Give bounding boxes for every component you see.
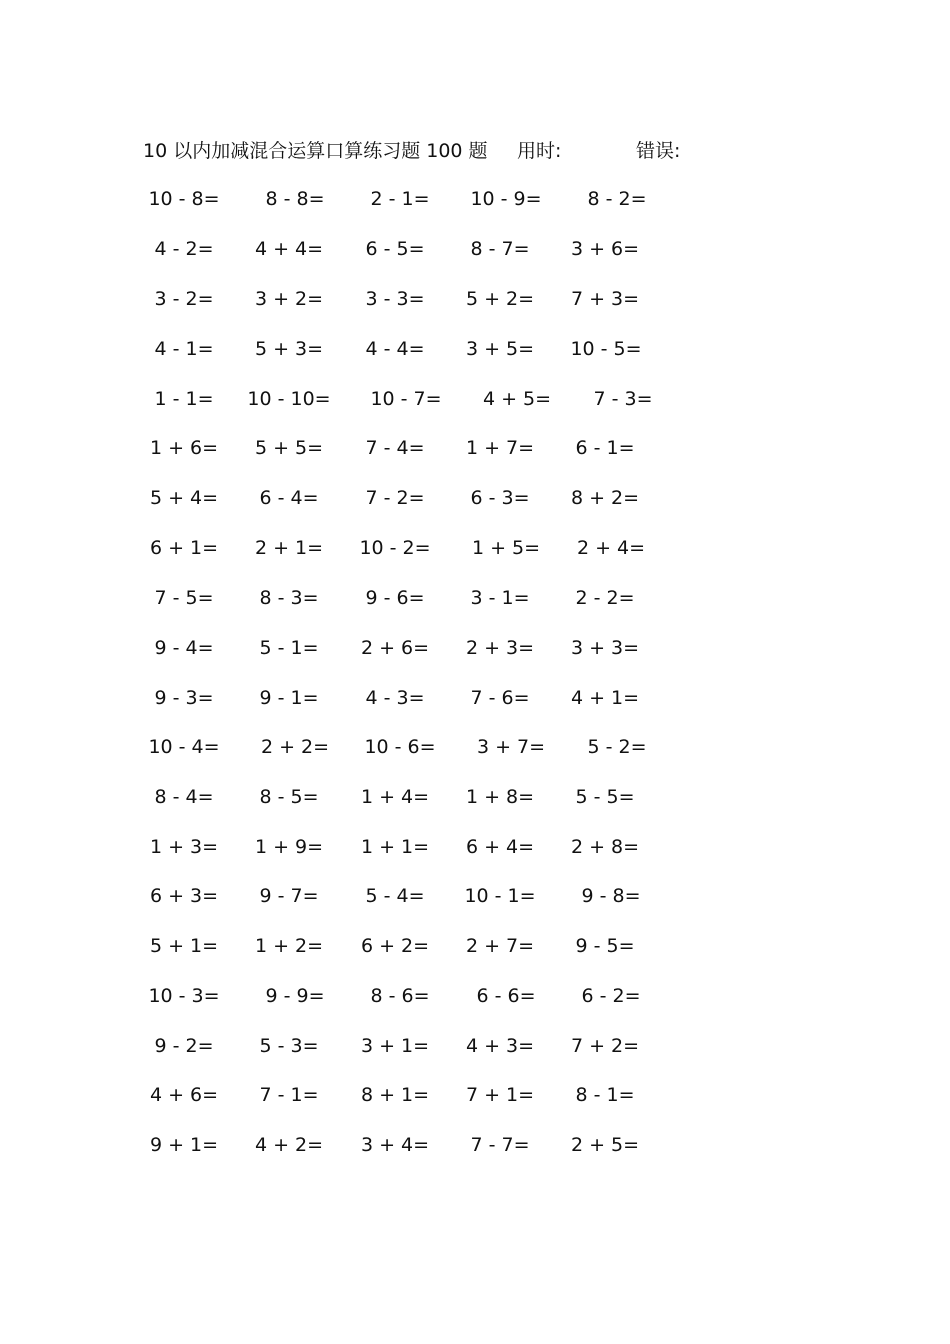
problem-row — [0, 782, 950, 812]
math-problem: 10 - 7= — [370, 388, 442, 410]
problem-row — [0, 1080, 950, 1110]
math-problem: 8 + 2= — [570, 487, 640, 509]
math-problem: 4 + 3= — [465, 1035, 535, 1057]
math-problem: 9 - 3= — [154, 687, 214, 709]
problem-row — [0, 433, 950, 463]
math-problem: 10 - 6= — [364, 736, 436, 758]
problem-row — [0, 483, 950, 513]
math-problem: 10 - 10= — [247, 388, 331, 410]
math-problem: 4 - 1= — [154, 338, 214, 360]
math-problem: 1 + 7= — [465, 437, 535, 459]
problem-row — [0, 1031, 950, 1061]
math-problem: 8 - 2= — [587, 188, 647, 210]
math-problem: 4 + 1= — [570, 687, 640, 709]
math-problem: 2 + 1= — [254, 537, 324, 559]
math-problem: 4 - 4= — [365, 338, 425, 360]
worksheet-title: 10 以内加减混合运算口算练习题 100 题 — [143, 140, 488, 162]
math-problem: 10 - 2= — [359, 537, 431, 559]
math-problem: 1 + 5= — [471, 537, 541, 559]
problem-row — [0, 1130, 950, 1160]
problem-row — [0, 184, 950, 214]
math-problem: 7 - 5= — [154, 587, 214, 609]
math-problem: 3 + 1= — [360, 1035, 430, 1057]
math-problem: 1 + 1= — [360, 836, 430, 858]
math-problem: 7 - 3= — [593, 388, 653, 410]
problem-row — [0, 284, 950, 314]
math-problem: 2 + 3= — [465, 637, 535, 659]
math-problem: 6 + 2= — [360, 935, 430, 957]
math-problem: 2 + 4= — [576, 537, 646, 559]
math-problem: 3 + 6= — [570, 238, 640, 260]
math-problem: 5 - 4= — [365, 885, 425, 907]
math-problem: 8 - 3= — [259, 587, 319, 609]
math-problem: 3 - 2= — [154, 288, 214, 310]
math-problem: 5 - 1= — [259, 637, 319, 659]
math-problem: 8 - 7= — [470, 238, 530, 260]
math-problem: 9 - 1= — [259, 687, 319, 709]
math-problem: 10 - 9= — [470, 188, 542, 210]
math-problem: 5 - 5= — [575, 786, 635, 808]
math-problem: 7 + 3= — [570, 288, 640, 310]
math-problem: 7 + 1= — [465, 1084, 535, 1106]
math-problem: 1 - 1= — [154, 388, 214, 410]
problem-row — [0, 234, 950, 264]
math-problem: 5 - 2= — [587, 736, 647, 758]
math-problem: 10 - 3= — [148, 985, 220, 1007]
math-problem: 7 - 1= — [259, 1084, 319, 1106]
math-problem: 7 - 4= — [365, 437, 425, 459]
math-problem: 7 - 6= — [470, 687, 530, 709]
math-problem: 9 - 4= — [154, 637, 214, 659]
math-problem: 7 - 2= — [365, 487, 425, 509]
math-problem: 7 + 2= — [570, 1035, 640, 1057]
math-problem: 2 - 1= — [370, 188, 430, 210]
math-problem: 5 + 2= — [465, 288, 535, 310]
math-problem: 7 - 7= — [470, 1134, 530, 1156]
problem-row — [0, 334, 950, 364]
math-problem: 6 + 1= — [149, 537, 219, 559]
math-problem: 6 - 6= — [476, 985, 536, 1007]
math-problem: 9 + 1= — [149, 1134, 219, 1156]
math-problem: 2 + 8= — [570, 836, 640, 858]
math-problem: 9 - 6= — [365, 587, 425, 609]
math-problem: 4 - 2= — [154, 238, 214, 260]
math-problem: 3 + 7= — [476, 736, 546, 758]
math-problem: 3 + 4= — [360, 1134, 430, 1156]
math-problem: 8 - 4= — [154, 786, 214, 808]
math-problem: 8 - 1= — [575, 1084, 635, 1106]
math-problem: 1 + 8= — [465, 786, 535, 808]
problem-row — [0, 633, 950, 663]
problem-row — [0, 583, 950, 613]
math-problem: 6 - 1= — [575, 437, 635, 459]
problem-row — [0, 732, 950, 762]
math-problem: 3 + 2= — [254, 288, 324, 310]
math-problem: 8 + 1= — [360, 1084, 430, 1106]
math-problem: 5 + 5= — [254, 437, 324, 459]
problem-row — [0, 533, 950, 563]
math-problem: 2 + 6= — [360, 637, 430, 659]
math-problem: 10 - 5= — [570, 338, 642, 360]
math-problem: 5 + 4= — [149, 487, 219, 509]
math-problem: 8 - 6= — [370, 985, 430, 1007]
math-problem: 1 + 2= — [254, 935, 324, 957]
math-problem: 1 + 3= — [149, 836, 219, 858]
math-problem: 9 - 5= — [575, 935, 635, 957]
math-problem: 5 + 3= — [254, 338, 324, 360]
math-problem: 8 - 8= — [265, 188, 325, 210]
math-problem: 2 + 7= — [465, 935, 535, 957]
problem-row — [0, 881, 950, 911]
problem-row — [0, 384, 950, 414]
math-problem: 10 - 8= — [148, 188, 220, 210]
math-problem: 10 - 4= — [148, 736, 220, 758]
math-problem: 2 - 2= — [575, 587, 635, 609]
time-label: 用时: — [517, 140, 562, 162]
math-problem: 5 + 1= — [149, 935, 219, 957]
math-problem: 4 + 2= — [254, 1134, 324, 1156]
math-problem: 9 - 2= — [154, 1035, 214, 1057]
math-problem: 9 - 8= — [581, 885, 641, 907]
math-problem: 3 + 5= — [465, 338, 535, 360]
problem-row — [0, 683, 950, 713]
math-problem: 3 - 1= — [470, 587, 530, 609]
math-problem: 4 - 3= — [365, 687, 425, 709]
problem-row — [0, 832, 950, 862]
math-problem: 9 - 7= — [259, 885, 319, 907]
math-problem: 1 + 6= — [149, 437, 219, 459]
math-problem: 2 + 2= — [260, 736, 330, 758]
math-problem: 4 + 5= — [482, 388, 552, 410]
math-problem: 6 + 4= — [465, 836, 535, 858]
math-problem: 10 - 1= — [464, 885, 536, 907]
math-problem: 6 + 3= — [149, 885, 219, 907]
math-problem: 6 - 4= — [259, 487, 319, 509]
math-problem: 3 - 3= — [365, 288, 425, 310]
math-problem: 8 - 5= — [259, 786, 319, 808]
math-problem: 2 + 5= — [570, 1134, 640, 1156]
error-label: 错误: — [636, 140, 681, 162]
problem-row — [0, 931, 950, 961]
math-problem: 9 - 9= — [265, 985, 325, 1007]
problem-row — [0, 981, 950, 1011]
math-problem: 4 + 4= — [254, 238, 324, 260]
math-problem: 6 - 3= — [470, 487, 530, 509]
math-problem: 6 - 2= — [581, 985, 641, 1007]
math-problem: 5 - 3= — [259, 1035, 319, 1057]
math-problem: 3 + 3= — [570, 637, 640, 659]
math-problem: 1 + 4= — [360, 786, 430, 808]
math-problem: 6 - 5= — [365, 238, 425, 260]
math-problem: 4 + 6= — [149, 1084, 219, 1106]
math-problem: 1 + 9= — [254, 836, 324, 858]
